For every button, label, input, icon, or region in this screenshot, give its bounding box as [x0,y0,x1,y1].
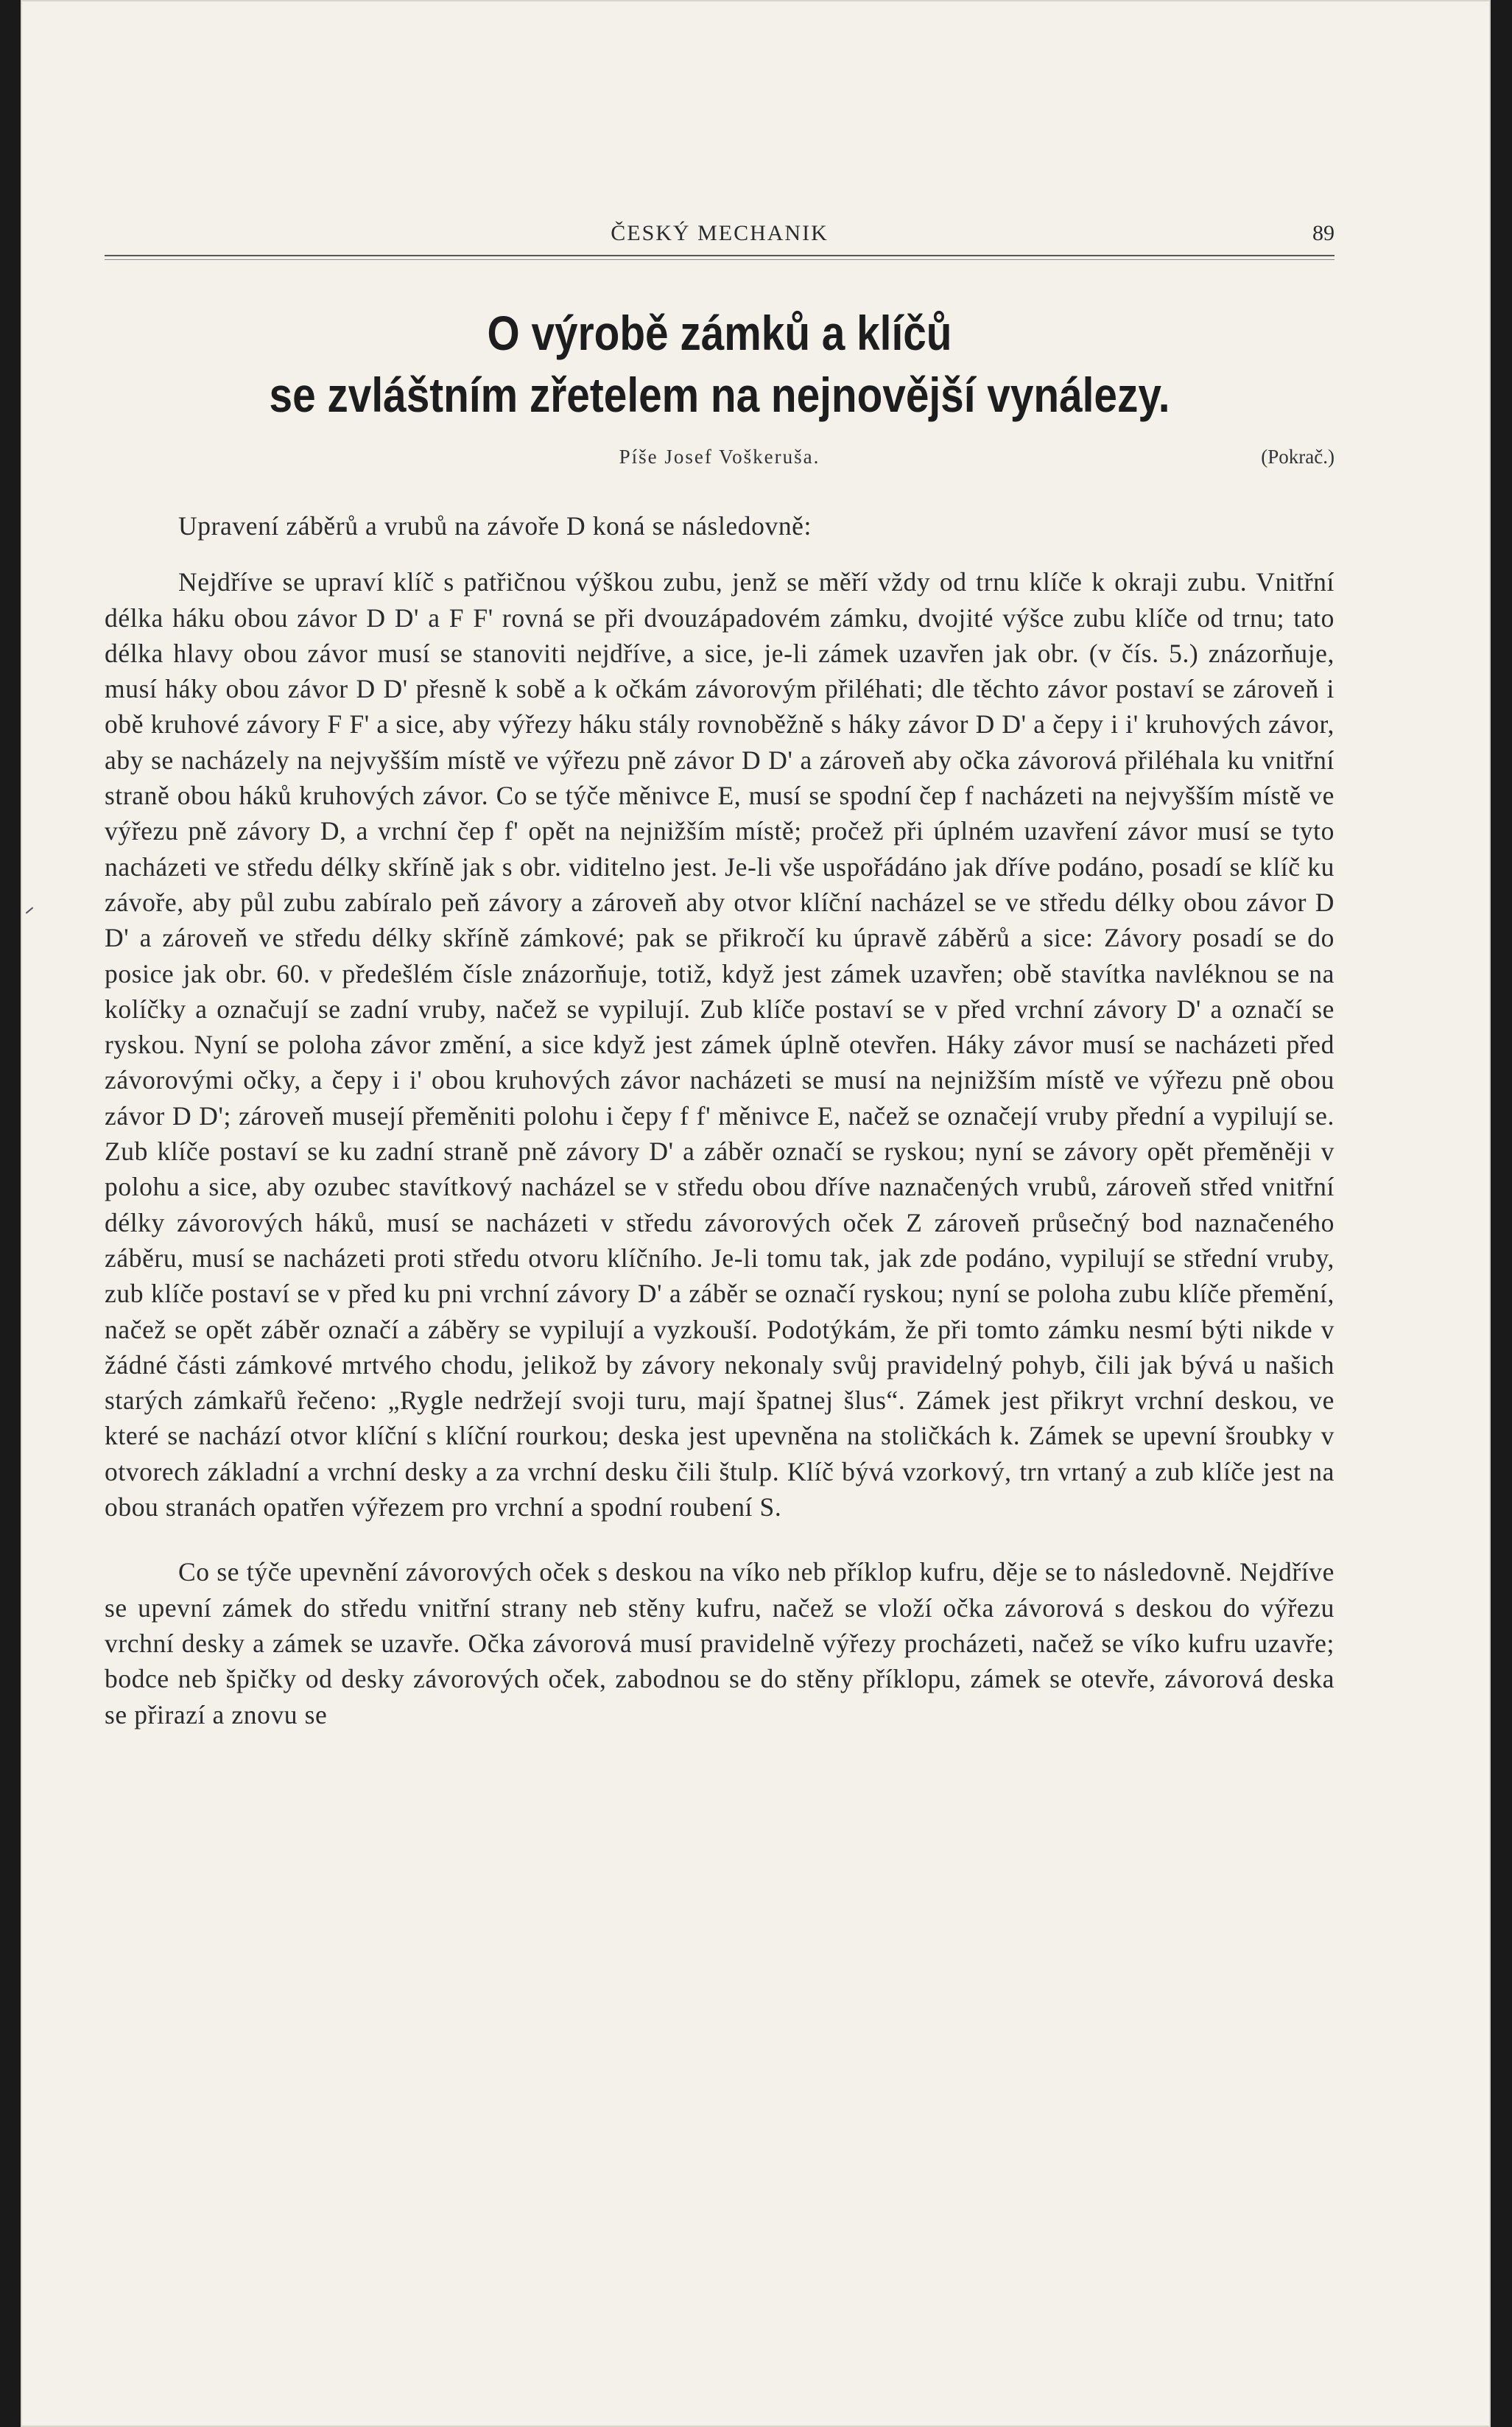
continuation-note: (Pokrač.) [1261,446,1335,468]
journal-title: ČESKÝ MECHANIK [611,221,829,245]
page [21,0,1491,2427]
byline [105,446,1335,475]
paragraph: Nejdříve se upraví klíč s patřičnou výškou zubu, jenž se měří vždy od trnu klíče k okraji zubu. Vnitřní délka háku obou závor D D' a F F' rovná se při dvouzápadovém zámku, dvojité výšce zubu klíče od trnu; tato délka hlavy obou závor musí se stanoviti nejdříve, a sice, je-li zámek uzavřen jak obr. (v čís. 5.) znázorňuje, musí háky obou závor D D' přesně k sobě a k očkám závorovým přiléhati; dle těchto závor postaví se zároveň i obě kruhové závory F F' a sice, aby výřezy háku stály rovnoběžně s háky závor D D' a čepy i i' kruhových závor, aby se nacházely na nejvyšším místě ve výřezu pně závor D D' a zároveň aby očka závorová přiléhala ku vnitřní straně obou háků kruhových závor. Co se týče měnivce E, musí se spodní čep f nacházeti na nejvyšším místě ve výřezu pně závory D, a vrchní čep f' opět na nejnižším místě; pročež při úplném uzavření závor musí se tyto nacházeti ve středu délky skříně jak s obr. viditelno jest. Je-li vše uspořádáno jak dříve podáno, posadí se klíč ku závoře, aby půl zubu zabíralo peň závory a zároveň aby otvor klíční nacházel se ve středu délky obou závor D D' a zároveň ve středu délky skříně zámkové; pak se přikročí ku úpravě záběrů a sice: Závory posadí se do posice jak obr. 60. v předešlém čísle znázorňuje, totiž, když jest zámek uzavřen; obě stavítka navléknou se na kolíčky a označují se zadní vruby, načež se vypilují. Zub klíče postaví se v před vrchní závory D' a označí se ryskou. Nyní se poloha závor změní, a sice když jest zámek úplně otevřen. Háky závor musí se nacházeti před závorovými očky, a čepy i i' obou kruhových závor nacházeti se musí na nejnižším místě ve výřezu pně obou závor D D'; zároveň musejí přeměniti polohu i čepy f f' měnivce E, načež se označejí vruby přední a vypilují se. Zub klíče postaví se ku zadní straně pně závory D' a záběr označí se ryskou; nyní se závory opět přeměněji v polohu a sice, aby ozubec stavítkový nacházel se v středu obou dříve naznačených vrubů, zároveň střed vnitřní délky závorových háků, musí se nacházeti v středu závorových oček Z zároveň průsečný bod naznačeného záběru, musí se nacházeti proti středu otvoru klíčního. Je-li tomu tak, jak zde podáno, vypilují se střední vruby, zub klíče postaví se v před ku pni vrchní závory D' a záběr se označí ryskou; nyní se poloha zubu klíče přemění, načež se opět záběr označí a záběry se vypilují a vyzkouší. Podotýkám, že při tomto zámku nesmí býti nikde v žádné části zámkové mrtvého chodu, jelikož by závory nekonaly svůj pravidelný pohyb, čili jak bývá u našich starých zámkařů řečeno: „Rygle nedržejí svoji turu, mají špatnej šlus“. Zámek jest přikryt vrchní deskou, ve které se nachází otvor klíční s klíční rourkou; deska jest upevněna na stoličkách k. Zámek se upevní šroubky v otvorech základní a vrchní desky a za vrchní desku čili štulp. Klíč bývá vzorkový, trn vrtaný a zub klíče jest na obou stranách opatřen výřezem pro vrchní a spodní roubení S. [105,567,1335,1522]
paragraph: Upravení záběrů a vrubů na závoře D koná se následovně: [178,511,812,541]
running-head [105,221,1335,253]
header-rule-thin [105,259,1335,260]
article-body [105,508,1335,1732]
scan-mark [26,907,33,913]
article-title [191,302,1248,426]
header-rule [105,255,1335,256]
page-number: 89 [1312,221,1335,245]
paragraph: Co se týče upevnění závorových oček s deskou na víko neb příklop kufru, děje se to následovně. Nejdříve se upevní zámek do středu vnitřní strany neb stěny kufru, načež se vloží očka závorová s deskou do výřezu vrchní desky a zámek se uzavře. Očka závorová musí pravidelně výřezy procházeti, načež se víko kufru uzavře; bodce neb špičky od desky závorových oček, zabodnou se do stěny příklopu, zámek se otevře, závorová deska se přirazí a znovu se [105,1557,1335,1729]
author: Píše Josef Voškeruša. [619,446,820,468]
article-title-line-2: se zvláštním zřetelem na nejnovější vynálezy. [269,368,1170,422]
article-title-line-1: O výrobě zámků a klíčů [487,306,952,360]
